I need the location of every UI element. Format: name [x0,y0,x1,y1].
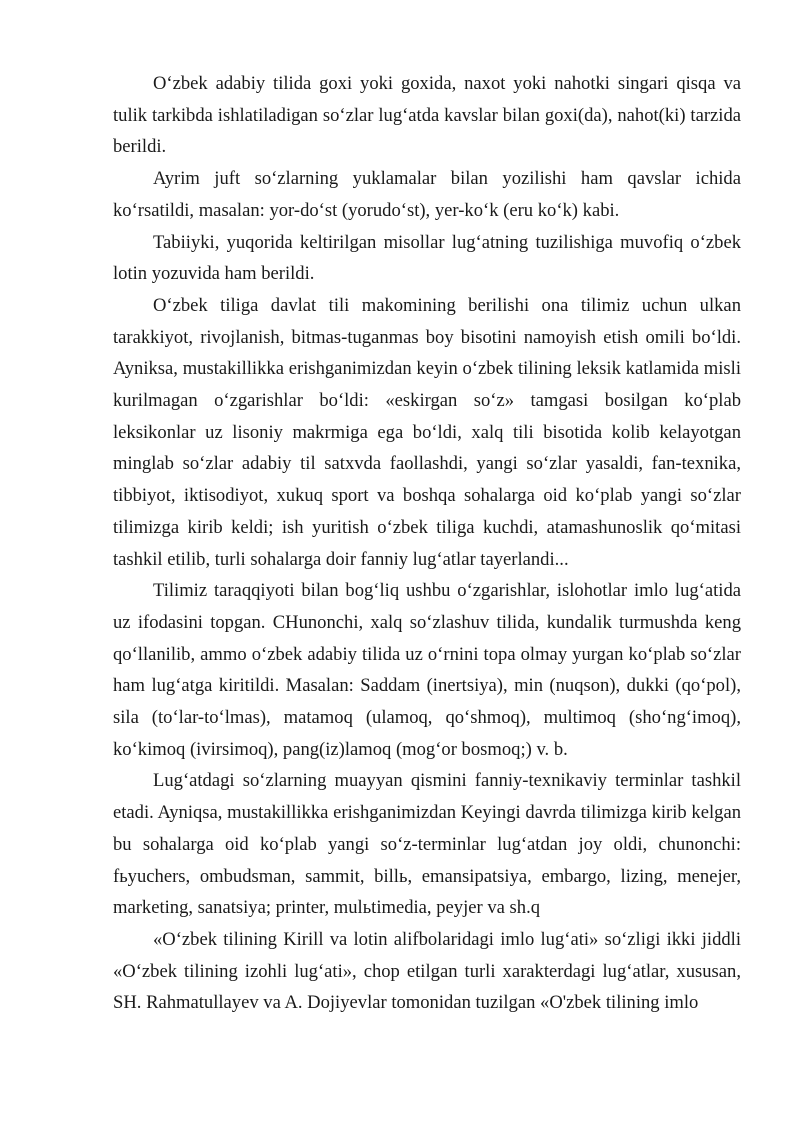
paragraph-language-development: Tilimiz taraqqiyoti bilan bog‘liq ushbu o‘zgarishlar, islohotlar imlo lug‘atida uz ifodasini topgan. CHunonchi, xalq so‘zlashuv tilida, kundalik turmushda keng qo‘llanilib, ammo o‘zbek adabiy tilida uz o‘rnini topa olmay yurgan ko‘plab so‘zlar ham lug‘atga kiritildi. Masalan: Saddam (inertsiya), min (nuqson), dukki (qo‘pol), sila (to‘lar-to‘lmas), matamoq (ulamoq, qo‘shmoq), multimoq (sho‘ng‘imoq), ko‘kimoq (ivirsimoq), pang(iz)lamoq (mog‘or bosmoq;) v. b. [113,580,741,760]
document-page [113,68,741,1019]
paragraph-dictionary-sources: «O‘zbek tilining Kirill va lotin alifbolaridagi imlo lug‘ati» so‘zligi ikki jiddli «O‘zbek tilining izohli lug‘ati», chop etilgan turli xarakterdagi lug‘atlar, xususan, SH. Rahmatullayev va A. Dojiyevlar tomonidan tuzilgan «O'zbek tilining imlo [113,928,741,1014]
paragraph-parenthesized-particles: O‘zbek adabiy tilida goxi yoki goxida, naxot yoki nahotki singari qisqa va tulik tarkibda ishlatiladigan so‘zlar lug‘atda kavslar bilan goxi(da), nahot(ki) tarzida berildi. [113,73,741,158]
paragraph-state-language-status: O‘zbek tiliga davlat tili makomining berilishi ona tilimiz uchun ulkan tarakkiyot, rivojlanish, bitmas-tuganmas boy bisotini namoyish etish omili bo‘ldi. Ayniksa, mustakillikka erishganimizdan keyin o‘zbek tilining leksik katlamida misli kurilmagan o‘zgarishlar bo‘ldi: «eskirgan so‘z» tamgasi bosilgan ko‘plab leksikonlar uz lisoniy makrmiga ega bo‘ldi, xalq tili bisotida kolib kelayotgan minglab so‘zlar adabiy til satxvda faollashdi, yangi so‘zlar yasaldi, fan-texnika, tibbiyot, iktisodiyot, xukuq sport va boshqa sohalarga oid ko‘plab yangi so‘zlar tilimizga kirib keldi; ish yuritish o‘zbek tiliga kuchdi, atamashunoslik qo‘mitasi tashkil etilib, turli sohalarga doir fanniy lug‘atlar tayerlandi... [113,294,741,570]
paragraph-latin-script: Tabiiyki, yuqorida keltirilgan misollar lug‘atning tuzilishiga muvofiq o‘zbek lotin yozuvida ham berildi. [113,231,741,285]
paragraph-technical-terms: Lug‘atdagi so‘zlarning muayyan qismini fanniy-texnikaviy terminlar tashkil etadi. Ayniqsa, mustakillikka erishganimizdan Keyingi davrda tilimizga kirib kelgan bu sohalarga oid ko‘plab yangi so‘z-terminlar lug‘atdan joy oldi, chunonchi: fьyuchers, ombudsman, sammit, billь, emansipatsiya, embargo, lizing, menejer, marketing, sanatsiya; printer, mulьtimedia, peyjer va sh.q [113,770,741,919]
paragraph-paired-words: Ayrim juft so‘zlarning yuklamalar bilan yozilishi ham qavslar ichida ko‘rsatildi, masalan: yor-do‘st (yorudo‘st), yer-ko‘k (eru ko‘k) kabi. [113,168,741,221]
